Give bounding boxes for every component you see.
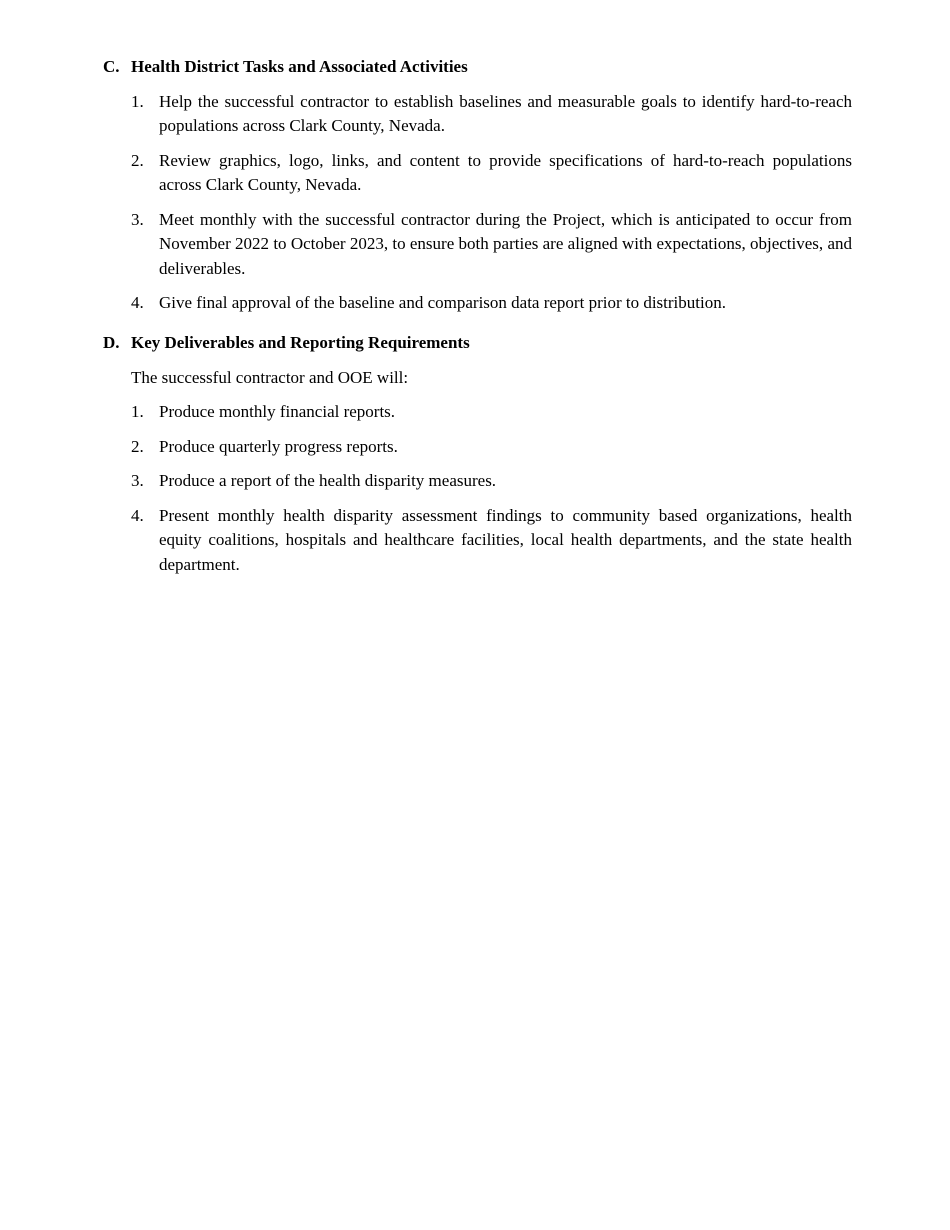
list-item (103, 291, 852, 316)
list-item-text: Present monthly health disparity assessment findings to community based organizations, health equity coalitions, hospitals and healthcare facilities, local health departments, and the state health department. (159, 505, 852, 574)
list-item-text: Produce a report of the health disparity measures. (159, 471, 497, 490)
list-item-text: Produce quarterly progress reports. (159, 436, 398, 456)
section-d-intro: The successful contractor and OOE will: (131, 367, 409, 387)
list-item-number: 4. (131, 505, 144, 525)
list-item-number: 1. (131, 402, 144, 421)
list-item-text: Produce monthly financial reports. (159, 402, 396, 421)
list-item (103, 149, 852, 198)
section-c-title: Health District Tasks and Associated Activities (131, 57, 468, 76)
list-item-text: Review graphics, logo, links, and content to provide specifications of hard-to-reach populations across Clark County, Nevada. (159, 150, 852, 194)
list-item (103, 504, 852, 578)
section-c (103, 55, 852, 316)
list-item-text: Give final approval of the baseline and comparison data report prior to distribution. (159, 293, 726, 312)
list-item-number: 1. (131, 91, 144, 111)
list-item-number: 4. (131, 293, 144, 312)
list-item-number: 2. (131, 436, 144, 456)
list-item-number: 3. (131, 209, 144, 229)
section-d-list (103, 400, 852, 577)
list-item-text: Help the successful contractor to establish baselines and measurable goals to identify hard-to-reach populations across Clark County, Nevada. (159, 91, 852, 135)
list-item (103, 90, 852, 139)
list-item (103, 469, 852, 494)
list-item (103, 400, 852, 425)
list-item-text: Meet monthly with the successful contractor during the Project, which is anticipated to occur from November 2022 to October 2023, to ensure both parties are aligned with expectations, objectives, and deliverables. (159, 209, 852, 278)
section-d-title: Key Deliverables and Reporting Requirements (131, 333, 470, 352)
list-item-number: 3. (131, 471, 144, 490)
section-c-letter: C. (103, 57, 120, 76)
section-c-list (103, 90, 852, 316)
section-d-letter: D. (103, 333, 120, 352)
section-d (103, 331, 852, 577)
section-c-heading (103, 55, 852, 80)
list-item-number: 2. (131, 150, 144, 170)
list-item (103, 208, 852, 282)
section-d-heading (103, 331, 852, 356)
list-item (103, 435, 852, 460)
